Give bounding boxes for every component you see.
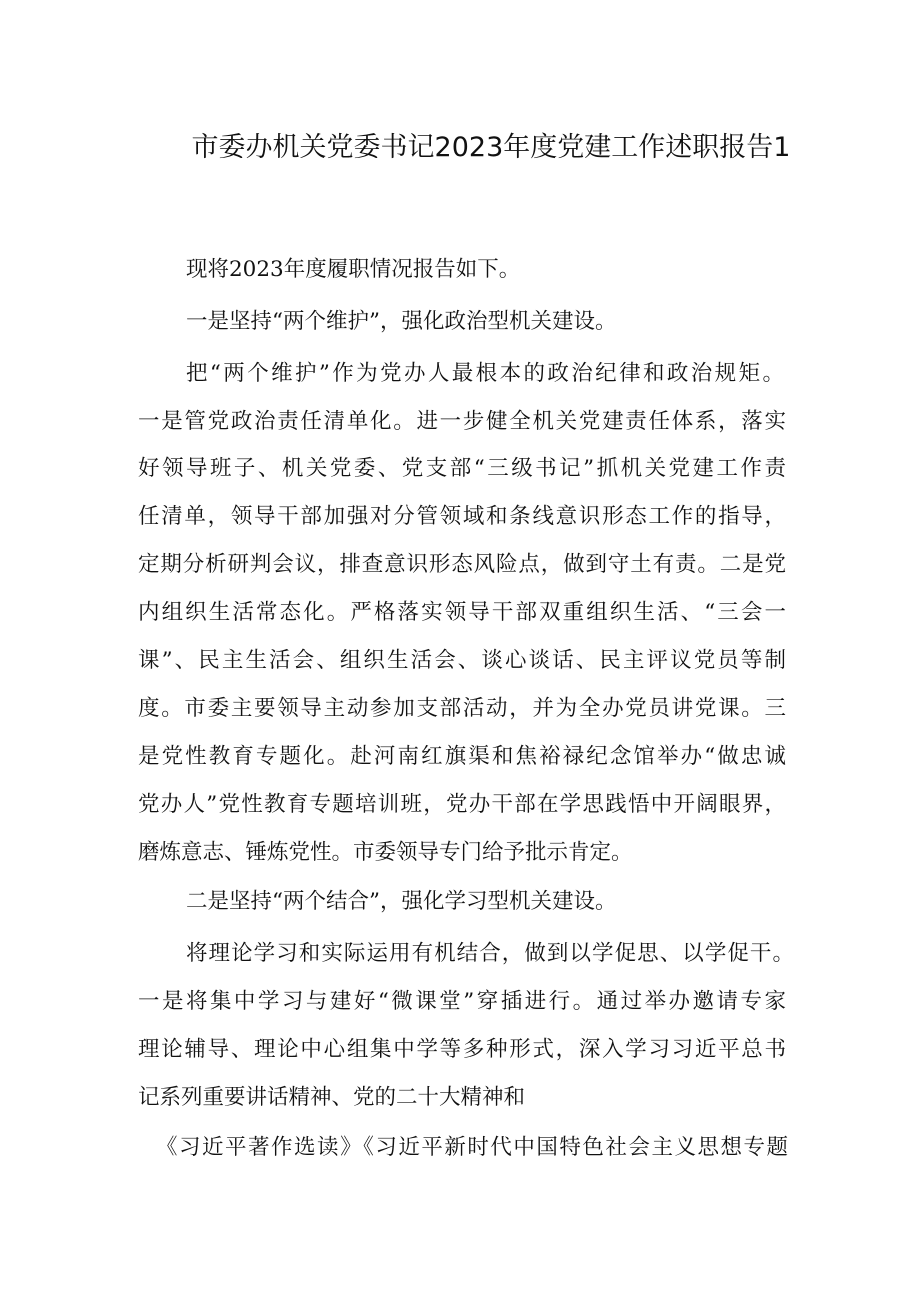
paragraph-line: 将理论学习和实际运用有机结合，做到以学促思、以学促干。 (186, 941, 794, 966)
paragraph-line: 磨炼意志、锤炼党性。市委领导专门给予批示肯定。 (138, 840, 633, 865)
paragraph-line: 记系列重要讲话精神、党的二十大精神和 (138, 1085, 526, 1110)
paragraph-line: 一是管党政治责任清单化。进一步健全机关党建责任体系，落实 (138, 409, 786, 434)
paragraph-line: 党办人”党性教育专题培训班，党办干部在学思践悟中开阔眼界， (138, 792, 786, 817)
paragraph-line: 任清单，领导干部加强对分管领域和条线意识形态工作的指导， (138, 504, 786, 529)
paragraph-line: 课”、民主生活会、组织生活会、谈心谈话、民主评议党员等制 (138, 648, 786, 673)
paragraph-line: 一是将集中学习与建好“微课堂”穿插进行。通过举办邀请专家 (138, 989, 786, 1014)
paragraph-line: 理论辅导、理论中心组集中学等多种形式，深入学习习近平总书 (138, 1037, 786, 1062)
paragraph-line: 现将2023年度履职情况报告如下。 (186, 257, 521, 282)
paragraph-line: 《习近平著作选读》《习近平新时代中国特色社会主义思想专题 (156, 1135, 788, 1160)
section-heading: 二是坚持“两个结合”，强化学习型机关建设。 (186, 889, 617, 914)
paragraph-line: 把“两个维护”作为党办人最根本的政治纪律和政治规矩。 (186, 361, 784, 386)
paragraph-line: 好领导班子、机关党委、党支部“三级书记”抓机关党建工作责 (138, 456, 786, 481)
section-heading: 一是坚持“两个维护”，强化政治型机关建设。 (186, 309, 617, 334)
paragraph-line: 定期分析研判会议，排查意识形态风险点，做到守土有责。二是党 (138, 552, 786, 577)
paragraph-line: 是党性教育专题化。赴河南红旗渠和焦裕禄纪念馆举办“做忠诚 (138, 744, 786, 769)
paragraph-line: 内组织生活常态化。严格落实领导干部双重组织生活、“三会一 (138, 600, 786, 625)
document-title: 市委办机关党委书记2023年度党建工作述职报告1 (191, 132, 791, 163)
paragraph-line: 度。市委主要领导主动参加支部活动，并为全办党员讲党课。三 (138, 696, 786, 721)
